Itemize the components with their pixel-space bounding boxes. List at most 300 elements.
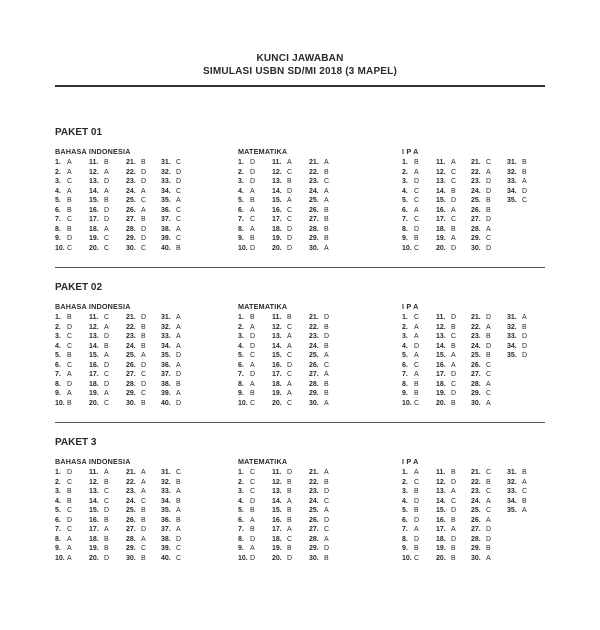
answer-letter: A	[287, 380, 292, 388]
question-number: 18.	[272, 535, 282, 543]
answer-item	[238, 488, 272, 498]
answer-item	[55, 526, 89, 536]
answer-column	[272, 314, 309, 409]
answer-item	[309, 207, 344, 217]
answer-item	[89, 333, 126, 343]
question-number: 27.	[471, 526, 481, 533]
question-number: 21.	[309, 159, 319, 166]
answer-item	[436, 526, 471, 536]
answer-item	[471, 400, 507, 410]
answer-column	[436, 159, 471, 254]
answer-letter: B	[104, 197, 109, 204]
answer-item	[238, 507, 272, 517]
answer-item	[402, 197, 436, 207]
answer-letter: B	[287, 507, 292, 514]
answer-item	[89, 381, 126, 391]
answer-item	[55, 545, 89, 555]
answer-letter: D	[486, 178, 492, 185]
answer-item	[55, 352, 89, 362]
question-number: 19.	[89, 390, 99, 397]
answer-letter: B	[522, 323, 527, 331]
answer-letter: D	[141, 178, 147, 185]
answer-letter: D	[414, 516, 420, 524]
answer-item	[402, 314, 436, 324]
answer-column	[55, 469, 89, 564]
answer-column	[507, 469, 541, 564]
answer-item	[507, 507, 541, 517]
question-number: 3.	[238, 178, 244, 185]
answer-item	[471, 371, 507, 381]
answer-letter: A	[104, 352, 109, 359]
answer-letter: A	[287, 497, 292, 505]
question-number: 20.	[436, 399, 446, 407]
question-number: 28.	[309, 380, 319, 388]
answer-letter: A	[287, 197, 292, 204]
answer-item	[161, 314, 195, 324]
answer-item	[238, 207, 272, 217]
answer-letter: B	[141, 399, 146, 407]
answer-letter: A	[104, 390, 109, 397]
answer-item	[471, 197, 507, 207]
answer-letter: A	[141, 352, 146, 359]
paket-section-1	[55, 127, 545, 265]
answer-letter: D	[287, 235, 293, 242]
question-number: 16.	[89, 206, 99, 214]
question-number: 8.	[402, 535, 408, 543]
answer-letter: B	[287, 516, 292, 524]
answer-item	[89, 517, 126, 527]
answer-letter: B	[522, 168, 527, 176]
answer-item	[55, 169, 89, 179]
question-number: 39.	[161, 545, 171, 552]
answer-item	[272, 390, 309, 400]
answer-item	[89, 390, 126, 400]
answer-letter: B	[67, 399, 72, 407]
answer-item	[436, 507, 471, 517]
question-number: 8.	[55, 535, 61, 543]
question-number: 24.	[471, 187, 481, 195]
question-number: 5.	[55, 352, 61, 359]
answer-letter: C	[324, 361, 330, 369]
question-number: 11.	[272, 159, 282, 166]
answer-item	[89, 314, 126, 324]
question-number: 13.	[272, 488, 282, 495]
answer-letter: A	[176, 390, 181, 397]
question-number: 1.	[402, 159, 408, 166]
question-number: 20.	[272, 554, 282, 562]
subject-block	[55, 457, 195, 564]
answer-letter: A	[67, 545, 72, 552]
question-number: 14.	[89, 497, 99, 505]
question-number: 3.	[238, 333, 244, 340]
answer-item	[309, 517, 344, 527]
answer-item	[238, 381, 272, 391]
question-number: 38.	[161, 380, 171, 388]
paket-subjects	[55, 302, 545, 420]
answer-item	[402, 169, 436, 179]
answer-letter: C	[522, 197, 528, 204]
answer-letter: C	[324, 178, 330, 185]
answer-item	[161, 362, 195, 372]
answer-item	[55, 216, 89, 226]
question-number: 18.	[272, 380, 282, 388]
question-number: 7.	[238, 216, 244, 223]
answer-letter: D	[67, 323, 73, 331]
answer-item	[436, 235, 471, 245]
answer-item	[161, 371, 195, 381]
question-number: 6.	[238, 361, 244, 369]
answer-item	[126, 324, 161, 334]
answer-item	[89, 245, 126, 255]
question-number: 8.	[238, 535, 244, 543]
answer-letter: B	[67, 488, 72, 495]
question-number: 4.	[402, 187, 408, 195]
question-number: 30.	[309, 399, 319, 407]
answer-letter: A	[451, 235, 456, 242]
answer-letter: C	[67, 526, 73, 533]
question-number: 7.	[55, 526, 61, 533]
answer-letter: C	[287, 399, 293, 407]
question-number: 17.	[272, 371, 282, 378]
question-number: 4.	[55, 497, 61, 505]
question-number: 16.	[272, 516, 282, 524]
question-number: 30.	[471, 399, 481, 407]
question-number: 34.	[161, 342, 171, 350]
answer-column	[436, 314, 471, 409]
question-number: 6.	[238, 206, 244, 214]
answer-item	[436, 197, 471, 207]
answer-item	[309, 178, 344, 188]
answer-letter: B	[451, 469, 456, 476]
answer-item	[238, 536, 272, 546]
question-number: 23.	[126, 333, 136, 340]
question-number: 17.	[89, 526, 99, 533]
answer-grid	[238, 314, 344, 409]
answer-letter: A	[141, 469, 146, 476]
question-number: 26.	[471, 516, 481, 524]
answer-item	[436, 381, 471, 391]
answer-item	[507, 333, 541, 343]
question-number: 33.	[507, 333, 517, 340]
answer-item	[402, 188, 436, 198]
answer-letter: D	[104, 361, 110, 369]
question-number: 12.	[436, 168, 446, 176]
answer-letter: A	[451, 488, 456, 495]
answer-item	[126, 159, 161, 169]
question-number: 9.	[402, 545, 408, 552]
answer-letter: B	[141, 554, 146, 562]
subject-block	[238, 147, 344, 254]
answer-letter: C	[486, 159, 492, 166]
answer-letter: A	[250, 225, 255, 233]
question-number: 6.	[55, 206, 61, 214]
answer-letter: B	[67, 352, 72, 359]
question-number: 13.	[89, 178, 99, 185]
question-number: 4.	[55, 342, 61, 350]
answer-item	[238, 226, 272, 236]
answer-item	[161, 207, 195, 217]
answer-letter: A	[250, 323, 255, 331]
question-number: 23.	[126, 488, 136, 495]
question-number: 18.	[89, 380, 99, 388]
answer-item	[161, 197, 195, 207]
question-number: 15.	[89, 507, 99, 514]
question-number: 34.	[507, 497, 517, 505]
question-number: 23.	[471, 333, 481, 340]
answer-letter: A	[176, 314, 181, 321]
question-number: 36.	[161, 361, 171, 369]
answer-letter: A	[67, 535, 72, 543]
answer-letter: B	[324, 342, 329, 350]
answer-letter: C	[414, 216, 420, 223]
answer-letter: C	[414, 244, 420, 252]
answer-item	[161, 469, 195, 479]
question-number: 24.	[309, 187, 319, 195]
question-number: 10.	[402, 244, 412, 252]
answer-letter: C	[141, 390, 147, 397]
answer-item	[89, 159, 126, 169]
answer-item	[89, 352, 126, 362]
answer-item	[272, 517, 309, 527]
question-number: 11.	[272, 314, 282, 321]
answer-letter: C	[486, 361, 492, 369]
question-number: 22.	[126, 168, 136, 176]
answer-letter: D	[141, 168, 147, 176]
answer-item	[161, 390, 195, 400]
question-number: 8.	[402, 380, 408, 388]
paket-title: PAKET 02	[55, 282, 103, 293]
question-number: 39.	[161, 390, 171, 397]
answer-item	[309, 526, 344, 536]
question-number: 7.	[402, 216, 408, 223]
answer-item	[161, 226, 195, 236]
answer-item	[161, 178, 195, 188]
answer-letter: B	[451, 342, 456, 350]
answer-column	[238, 469, 272, 564]
answer-item	[471, 235, 507, 245]
answer-item	[272, 178, 309, 188]
section-divider	[55, 267, 545, 268]
question-number: 40.	[161, 399, 171, 407]
answer-item	[436, 178, 471, 188]
question-number: 38.	[161, 225, 171, 233]
question-number: 25.	[471, 507, 481, 514]
answer-item	[471, 324, 507, 334]
answer-item	[309, 169, 344, 179]
answer-item	[436, 488, 471, 498]
question-number: 11.	[272, 469, 282, 476]
answer-item	[471, 343, 507, 353]
answer-letter: C	[67, 244, 73, 252]
answer-letter: A	[486, 554, 491, 562]
question-number: 14.	[436, 342, 446, 350]
answer-item	[272, 235, 309, 245]
question-number: 9.	[238, 545, 244, 552]
answer-item	[161, 555, 195, 565]
answer-letter: D	[104, 206, 110, 214]
answer-item	[436, 226, 471, 236]
answer-letter: C	[250, 469, 256, 476]
answer-letter: C	[176, 235, 182, 242]
question-number: 29.	[309, 235, 319, 242]
answer-item	[161, 352, 195, 362]
answer-item	[55, 235, 89, 245]
answer-item	[161, 169, 195, 179]
answer-letter: D	[324, 516, 330, 524]
question-number: 27.	[126, 371, 136, 378]
answer-column	[161, 159, 195, 254]
answer-item	[238, 188, 272, 198]
answer-item	[309, 488, 344, 498]
answer-item	[161, 159, 195, 169]
answer-letter: A	[522, 314, 527, 321]
answer-letter: A	[451, 526, 456, 533]
answer-letter: A	[486, 399, 491, 407]
question-number: 10.	[55, 244, 65, 252]
answer-letter: A	[287, 390, 292, 397]
answer-column	[89, 314, 126, 409]
subject-block	[55, 147, 195, 254]
answer-letter: B	[414, 159, 419, 166]
answer-letter: C	[176, 159, 182, 166]
question-number: 10.	[402, 399, 412, 407]
answer-letter: A	[141, 488, 146, 495]
answer-item	[402, 517, 436, 527]
header-divider	[55, 85, 545, 87]
answer-letter: B	[486, 197, 491, 204]
question-number: 1.	[55, 314, 61, 321]
answer-letter: B	[414, 545, 419, 552]
answer-letter: D	[104, 380, 110, 388]
answer-item	[238, 324, 272, 334]
answer-item	[471, 207, 507, 217]
answer-item	[126, 517, 161, 527]
question-number: 5.	[238, 507, 244, 514]
question-number: 20.	[272, 399, 282, 407]
question-number: 15.	[436, 197, 446, 204]
answer-letter: B	[414, 380, 419, 388]
answer-letter: D	[250, 168, 256, 176]
subject-title: I P A	[402, 147, 419, 156]
answer-item	[436, 188, 471, 198]
answer-item	[272, 381, 309, 391]
answer-letter: B	[324, 235, 329, 242]
question-number: 23.	[471, 488, 481, 495]
question-number: 25.	[309, 197, 319, 204]
answer-item	[89, 507, 126, 517]
answer-item	[238, 371, 272, 381]
answer-letter: A	[67, 168, 72, 176]
answer-letter: B	[250, 197, 255, 204]
answer-item	[126, 207, 161, 217]
answer-item	[436, 479, 471, 489]
answer-letter: D	[176, 352, 182, 359]
question-number: 18.	[89, 225, 99, 233]
question-number: 38.	[161, 535, 171, 543]
question-number: 17.	[89, 371, 99, 378]
question-number: 12.	[89, 323, 99, 331]
answer-letter: C	[414, 361, 420, 369]
answer-letter: A	[250, 380, 255, 388]
answer-letter: D	[451, 197, 457, 204]
answer-column	[238, 159, 272, 254]
answer-item	[436, 517, 471, 527]
answer-letter: D	[141, 380, 147, 388]
answer-letter: D	[287, 469, 293, 476]
question-number: 16.	[89, 361, 99, 369]
answer-item	[471, 536, 507, 546]
question-number: 30.	[471, 554, 481, 562]
answer-letter: A	[414, 469, 419, 476]
answer-letter: C	[414, 187, 420, 195]
question-number: 3.	[402, 178, 408, 185]
answer-item	[436, 343, 471, 353]
question-number: 24.	[126, 497, 136, 505]
answer-letter: B	[486, 333, 491, 340]
question-number: 13.	[436, 333, 446, 340]
answer-item	[471, 226, 507, 236]
question-number: 16.	[89, 516, 99, 524]
answer-letter: D	[522, 342, 528, 350]
answer-letter: A	[141, 535, 146, 543]
answer-item	[402, 333, 436, 343]
answer-item	[471, 498, 507, 508]
answer-item	[238, 362, 272, 372]
answer-letter: D	[414, 535, 420, 543]
answer-item	[126, 352, 161, 362]
answer-item	[272, 352, 309, 362]
answer-item	[309, 362, 344, 372]
subject-block	[238, 302, 344, 409]
answer-letter: A	[324, 469, 329, 476]
answer-letter: D	[104, 554, 110, 562]
answer-letter: D	[287, 244, 293, 252]
question-number: 35.	[507, 197, 517, 204]
answer-letter: D	[176, 535, 182, 543]
answer-letter: D	[451, 507, 457, 514]
question-number: 33.	[161, 488, 171, 495]
answer-item	[161, 188, 195, 198]
answer-letter: C	[287, 216, 293, 223]
answer-letter: C	[250, 488, 256, 495]
answer-letter: B	[451, 225, 456, 233]
question-number: 5.	[55, 507, 61, 514]
answer-item	[471, 188, 507, 198]
answer-letter: C	[414, 478, 420, 486]
question-number: 34.	[161, 497, 171, 505]
answer-item	[161, 235, 195, 245]
answer-item	[55, 517, 89, 527]
question-number: 27.	[309, 371, 319, 378]
question-number: 4.	[238, 342, 244, 350]
question-number: 19.	[436, 235, 446, 242]
answer-letter: B	[67, 225, 72, 233]
question-number: 27.	[309, 526, 319, 533]
answer-item	[436, 333, 471, 343]
answer-item	[126, 536, 161, 546]
answer-item	[402, 324, 436, 334]
subject-block	[402, 302, 541, 409]
question-number: 21.	[471, 314, 481, 321]
answer-letter: A	[104, 323, 109, 331]
answer-letter: D	[451, 371, 457, 378]
answer-letter: C	[287, 168, 293, 176]
question-number: 21.	[471, 469, 481, 476]
answer-item	[436, 498, 471, 508]
answer-item	[55, 324, 89, 334]
answer-letter: A	[250, 187, 255, 195]
question-number: 31.	[507, 469, 517, 476]
